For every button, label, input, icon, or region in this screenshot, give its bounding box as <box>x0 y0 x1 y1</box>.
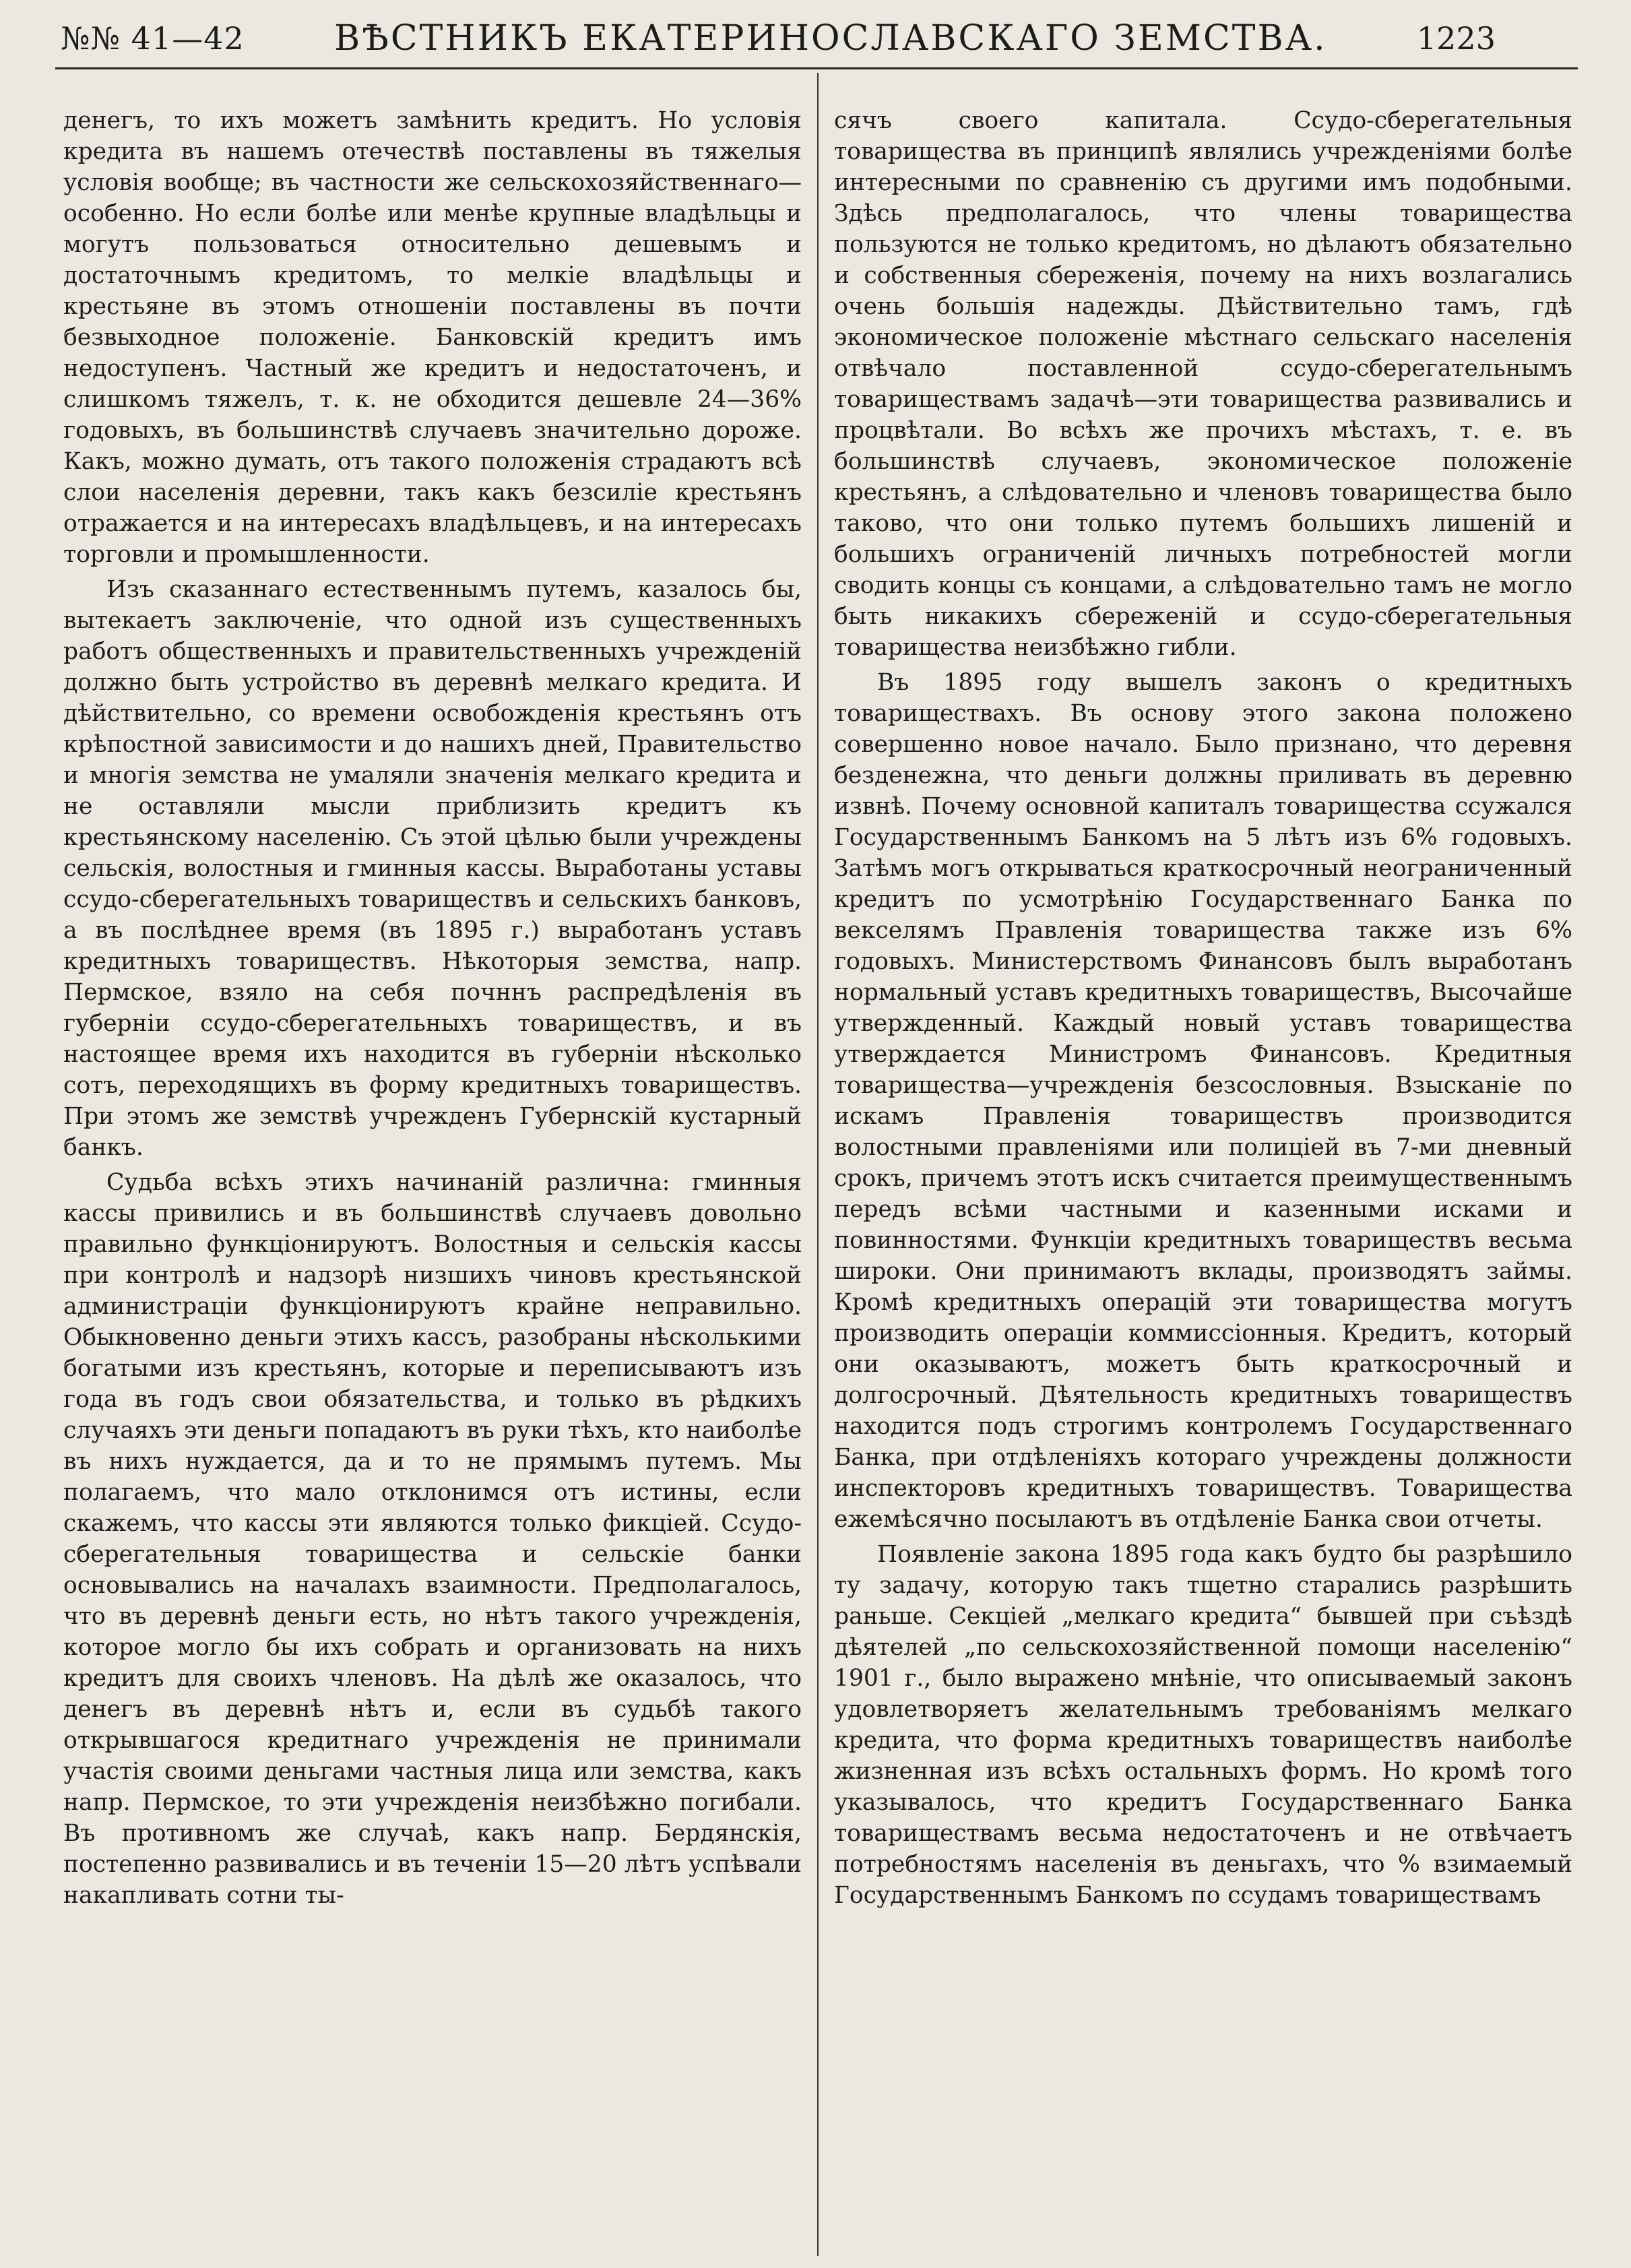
page-header <box>61 9 1496 67</box>
paragraph: сячъ своего капитала. Ссудо-сберегательныя товарищества въ принципѣ являлись учрежденіями болѣе интересными по сравненію съ другими имъ подобными. Здѣсь предполагалось, что члены товарищества пользуются не только кредитомъ, но дѣлаютъ обязательно и собственныя сбереженія, почему на нихъ возлагались очень большія надежды. Дѣйствительно тамъ, гдѣ экономическое положеніе мѣстнаго сельскаго населенія отвѣчало поставленной ссудо-сберегательнымъ товариществамъ задачѣ—эти товарищества развивались и процвѣтали. Во всѣхъ же прочихъ мѣстахъ, т. е. въ большинствѣ случаевъ, экономическое положеніе крестьянъ, а слѣдовательно и членовъ товарищества было таково, что они только путемъ большихъ лишеній и большихъ ограниченій личныхъ потребностей могли сводить концы съ концами, а слѣдовательно тамъ не могло быть никакихъ сбереженій и ссудо-сберегательныя товарищества неизбѣжно гибли. <box>834 107 1572 661</box>
page-number: 1223 <box>1416 20 1496 57</box>
paragraph: денегъ, то ихъ можетъ замѣнить кредитъ. Но условія кредита въ нашемъ отечествѣ поставлены въ тяжелыя условія вообще; въ частности же сельскохозяйственнаго—особенно. Но если болѣе или менѣе крупные владѣльцы и могутъ пользоваться относительно дешевымъ и достаточнымъ кредитомъ, то мелкіе владѣльцы и крестьяне въ этомъ отношеніи поставлены въ почти безвыходное положеніе. Банковскій кредитъ имъ недоступенъ. Частный же кредитъ и недостаточенъ, и слишкомъ тяжелъ, т. к. не обходится дешевле 24—36% годовыхъ, въ большинствѣ случаевъ значительно дороже. Какъ, можно думать, отъ такого положенія страдаютъ всѣ слои населенія деревни, такъ какъ безсиліе крестьянъ отражается и на интересахъ владѣльцевъ, и на интересахъ торговли и промышленности. <box>63 107 802 568</box>
issue-number: №№ 41—42 <box>61 20 245 57</box>
header-rule <box>55 67 1578 69</box>
paragraph: Въ 1895 году вышелъ законъ о кредитныхъ товариществахъ. Въ основу этого закона положено совершенно новое начало. Было признано, что деревня безденежна, что деньги должны приливать въ деревню извнѣ. Почему основной капиталъ товарищества ссужался Государственнымъ Банкомъ на 5 лѣтъ изъ 6% годовыхъ. Затѣмъ могъ открываться краткосрочный неограниченный кредитъ по усмотрѣнію Государственнаго Банка по векселямъ Правленія товарищества также изъ 6% годовыхъ. Министерствомъ Финансовъ былъ выработанъ нормальный уставъ кредитныхъ товариществъ, Высочайше утвержденный. Каждый новый уставъ товарищества утверждается Министромъ Финансовъ. Кредитныя товарищества—учрежденія безсословныя. Взысканіе по искамъ Правленія товариществъ производится волостными правленіями или полиціей въ 7-ми дневный срокъ, причемъ этотъ искъ считается преимущественнымъ передъ всѣми частными и казенными исками и повинностями. Функціи кредитныхъ товариществъ весьма широки. Они принимаютъ вклады, производятъ займы. Кромѣ кредитныхъ операцій эти товарищества могутъ производить операціи коммиссіонныя. Кредитъ, который они оказываютъ, можетъ быть краткосрочный и долгосрочный. Дѣятельность кредитныхъ товариществъ находится подъ строгимъ контролемъ Государственнаго Банка, при отдѣленіяхъ котораго учреждены должности инспекторовъ кредитныхъ товариществъ. Товарищества ежемѣсячно посылаютъ въ отдѣленіе Банка свои отчеты. <box>834 669 1572 1533</box>
paragraph: Изъ сказаннаго естественнымъ путемъ, казалось бы, вытекаетъ заключеніе, что одной изъ существенныхъ работъ общественныхъ и правительственныхъ учрежденій должно быть устройство въ деревнѣ мелкаго кредита. И дѣйствительно, со времени освобожденія крестьянъ отъ крѣпостной зависимости и до нашихъ дней, Правительство и многія земства не умаляли значенія мелкаго кредита и не оставляли мысли приблизить кредитъ къ крестьянскому населенію. Съ этой цѣлью были учреждены сельскія, волостныя и гминныя кассы. Выработаны уставы ссудо-сберегательныхъ товариществъ и сельскихъ банковъ, а въ послѣднее время (въ 1895 г.) выработанъ уставъ кредитныхъ товариществъ. Нѣкоторыя земства, напр. Пермское, взяло на себя почннъ распредѣленія въ губерніи ссудо-сберегательныхъ товариществъ, и въ настоящее время ихъ находится въ губерніи нѣсколько сотъ, переходящихъ въ форму кредитныхъ товариществъ. При этомъ же земствѣ учрежденъ Губернскій кустарный банкъ. <box>63 576 802 1161</box>
left-column <box>63 105 802 2255</box>
right-column <box>834 105 1572 2255</box>
publication-title: ВѢСТНИКЪ ЕКАТЕРИНОСЛАВСКАГО ЗЕМСТВА. <box>334 18 1327 59</box>
paragraph: Появленіе закона 1895 года какъ будто бы разрѣшило ту задачу, которую такъ тщетно старались разрѣшить раньше. Секціей „мелкаго кредита“ бывшей при съѣздѣ дѣятелей „по сельскохозяйственной помощи населенію“ 1901 г., было выражено мнѣніе, что описываемый законъ удовлетворяетъ желательнымъ требованіямъ мелкаго кредита, что форма кредитныхъ товариществъ наиболѣе жизненная изъ всѣхъ остальныхъ формъ. Но кромѣ того указывалось, что кредитъ Государственнаго Банка товариществамъ весьма недостаточенъ и не отвѣчаетъ потребностямъ населенія въ деньгахъ, что % взимаемый Государственнымъ Банкомъ по ссудамъ товариществамъ <box>834 1541 1572 1909</box>
paragraph: Судьба всѣхъ этихъ начинаній различна: гминныя кассы привились и въ большинствѣ случаевъ довольно правильно функціонируютъ. Волостныя и сельскія кассы при контролѣ и надзорѣ низшихъ чиновъ крестьянской администраціи функціонируютъ крайне неправильно. Обыкновенно деньги этихъ кассъ, разобраны нѣсколькими богатыми изъ крестьянъ, которые и переписываютъ изъ года въ годъ свои обязательства, и только въ рѣдкихъ случаяхъ эти деньги попадаютъ въ руки тѣхъ, кто наиболѣе въ нихъ нуждается, да и то не прямымъ путемъ. Мы полагаемъ, что мало отклонимся отъ истины, если скажемъ, что кассы эти являются только фикціей. Ссудо-сберегательныя товарищества и сельскіе банки основывались на началахъ взаимности. Предполагалось, что въ деревнѣ деньги есть, но нѣтъ такого учрежденія, которое могло бы ихъ собрать и организовать на нихъ кредитъ для своихъ членовъ. На дѣлѣ же оказалось, что денегъ въ деревнѣ нѣтъ и, если въ судьбѣ такого открывшагося кредитнаго учрежденія не принимали участія своими деньгами частныя лица или земства, какъ напр. Пермское, то эти учрежденія неизбѣжно погибали. Въ противномъ же случаѣ, какъ напр. Бердянскія, постепенно развивались и въ теченіи 15—20 лѣтъ успѣвали накапливать сотни ты- <box>63 1169 802 1909</box>
column-divider <box>817 73 819 2256</box>
